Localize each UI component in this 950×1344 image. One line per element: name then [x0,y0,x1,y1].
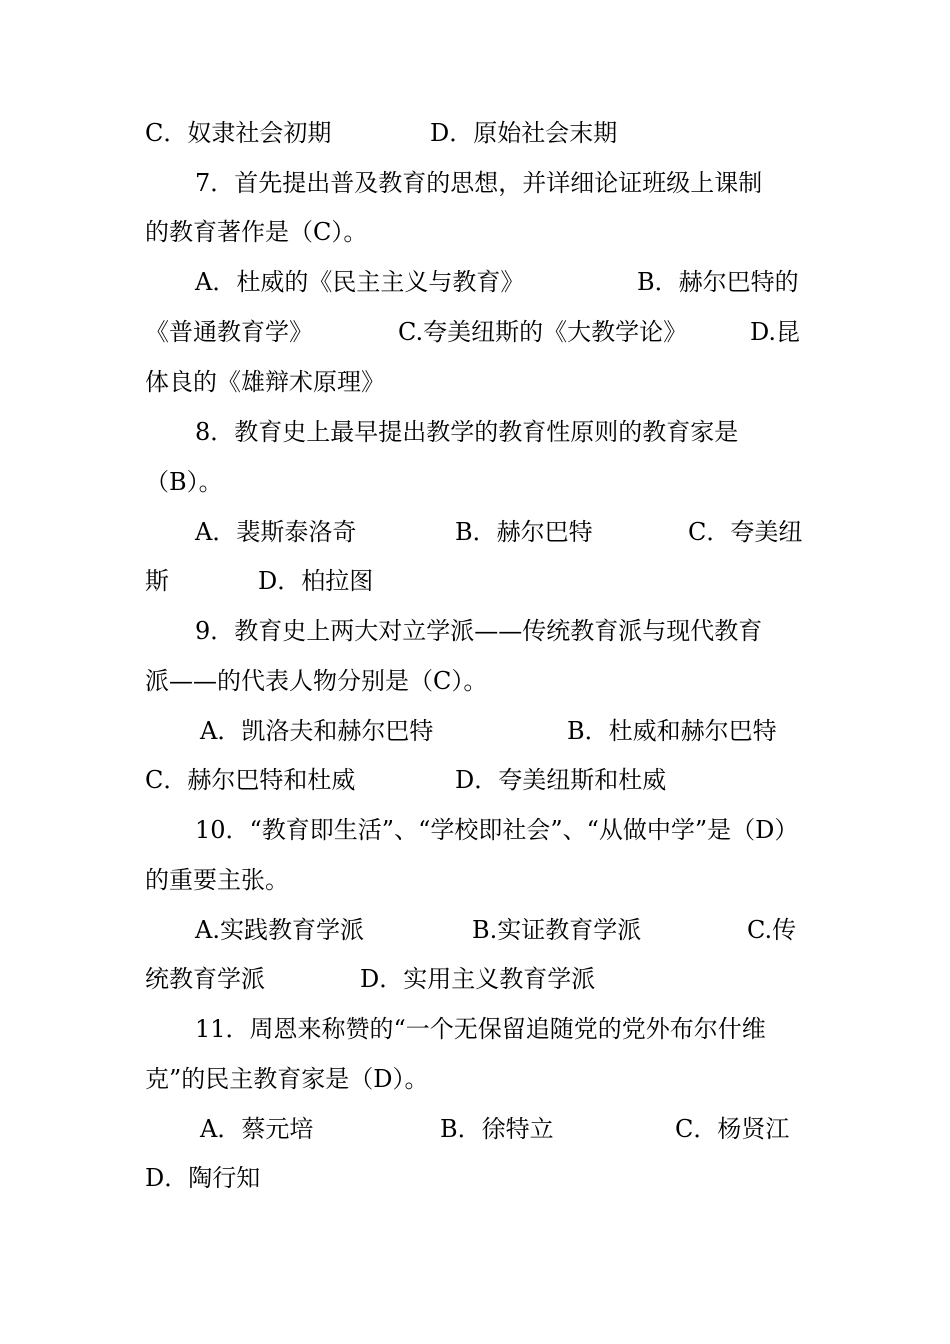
question-7: 7．首先提出普及教育的思想，并详细论证班级上课制 [195,169,763,197]
option-b-cont: 《普通教育学》 [145,318,313,346]
question-9: 9．教育史上两大对立学派——传统教育派与现代教育 [195,617,763,645]
option-d: D．夸美纽斯和杜威 [455,766,667,794]
option-c: C．夸美纽 [688,518,803,546]
option-b: B.实证教育学派 [472,916,642,944]
option-a: A.实践教育学派 [195,916,364,944]
option-a: A．杜威的《民主主义与教育》 [195,268,525,296]
question-10: 10．“教育即生活”、“学校即社会”、“从做中学”是（D） [195,816,799,844]
option-d: D．实用主义教育学派 [360,965,596,993]
question-8: 8．教育史上最早提出教学的教育性原则的教育家是 [195,418,739,446]
option-d: D.昆 [750,318,801,346]
option-a: A．裴斯泰洛奇 [195,518,357,546]
question-7-cont: 的教育著作是（C）。 [145,218,368,246]
option-d: D．原始社会末期 [430,119,618,147]
option-d: D．柏拉图 [258,567,374,595]
question-11: 11．周恩来称赞的“一个无保留追随党的党外布尔什维 [195,1015,766,1043]
option-b: B．杜威和赫尔巴特 [567,717,777,745]
option-d: D．陶行知 [145,1164,261,1192]
option-c: C．奴隶社会初期 [145,119,332,147]
question-8-cont: （B）。 [145,468,223,496]
option-c: C.传 [747,916,797,944]
option-a: A．蔡元培 [200,1115,314,1143]
option-c: C.夸美纽斯的《大教学论》 [398,318,688,346]
option-b: B．徐特立 [440,1115,554,1143]
option-c: C．杨贤江 [675,1115,790,1143]
option-b: B．赫尔巴特 [455,518,593,546]
question-10-cont: 的重要主张。 [145,866,289,894]
option-b: B．赫尔巴特的 [637,268,799,296]
question-9-cont: 派——的代表人物分别是（C）。 [145,667,488,695]
option-c: C．赫尔巴特和杜威 [145,766,356,794]
option-c-cont: 统教育学派 [145,965,265,993]
question-11-cont: 克”的民主教育家是（D）。 [145,1065,429,1093]
option-a: A．凯洛夫和赫尔巴特 [200,717,434,745]
option-d-cont: 体良的《雄辩术原理》 [145,368,385,396]
option-c-cont: 斯 [145,567,169,595]
